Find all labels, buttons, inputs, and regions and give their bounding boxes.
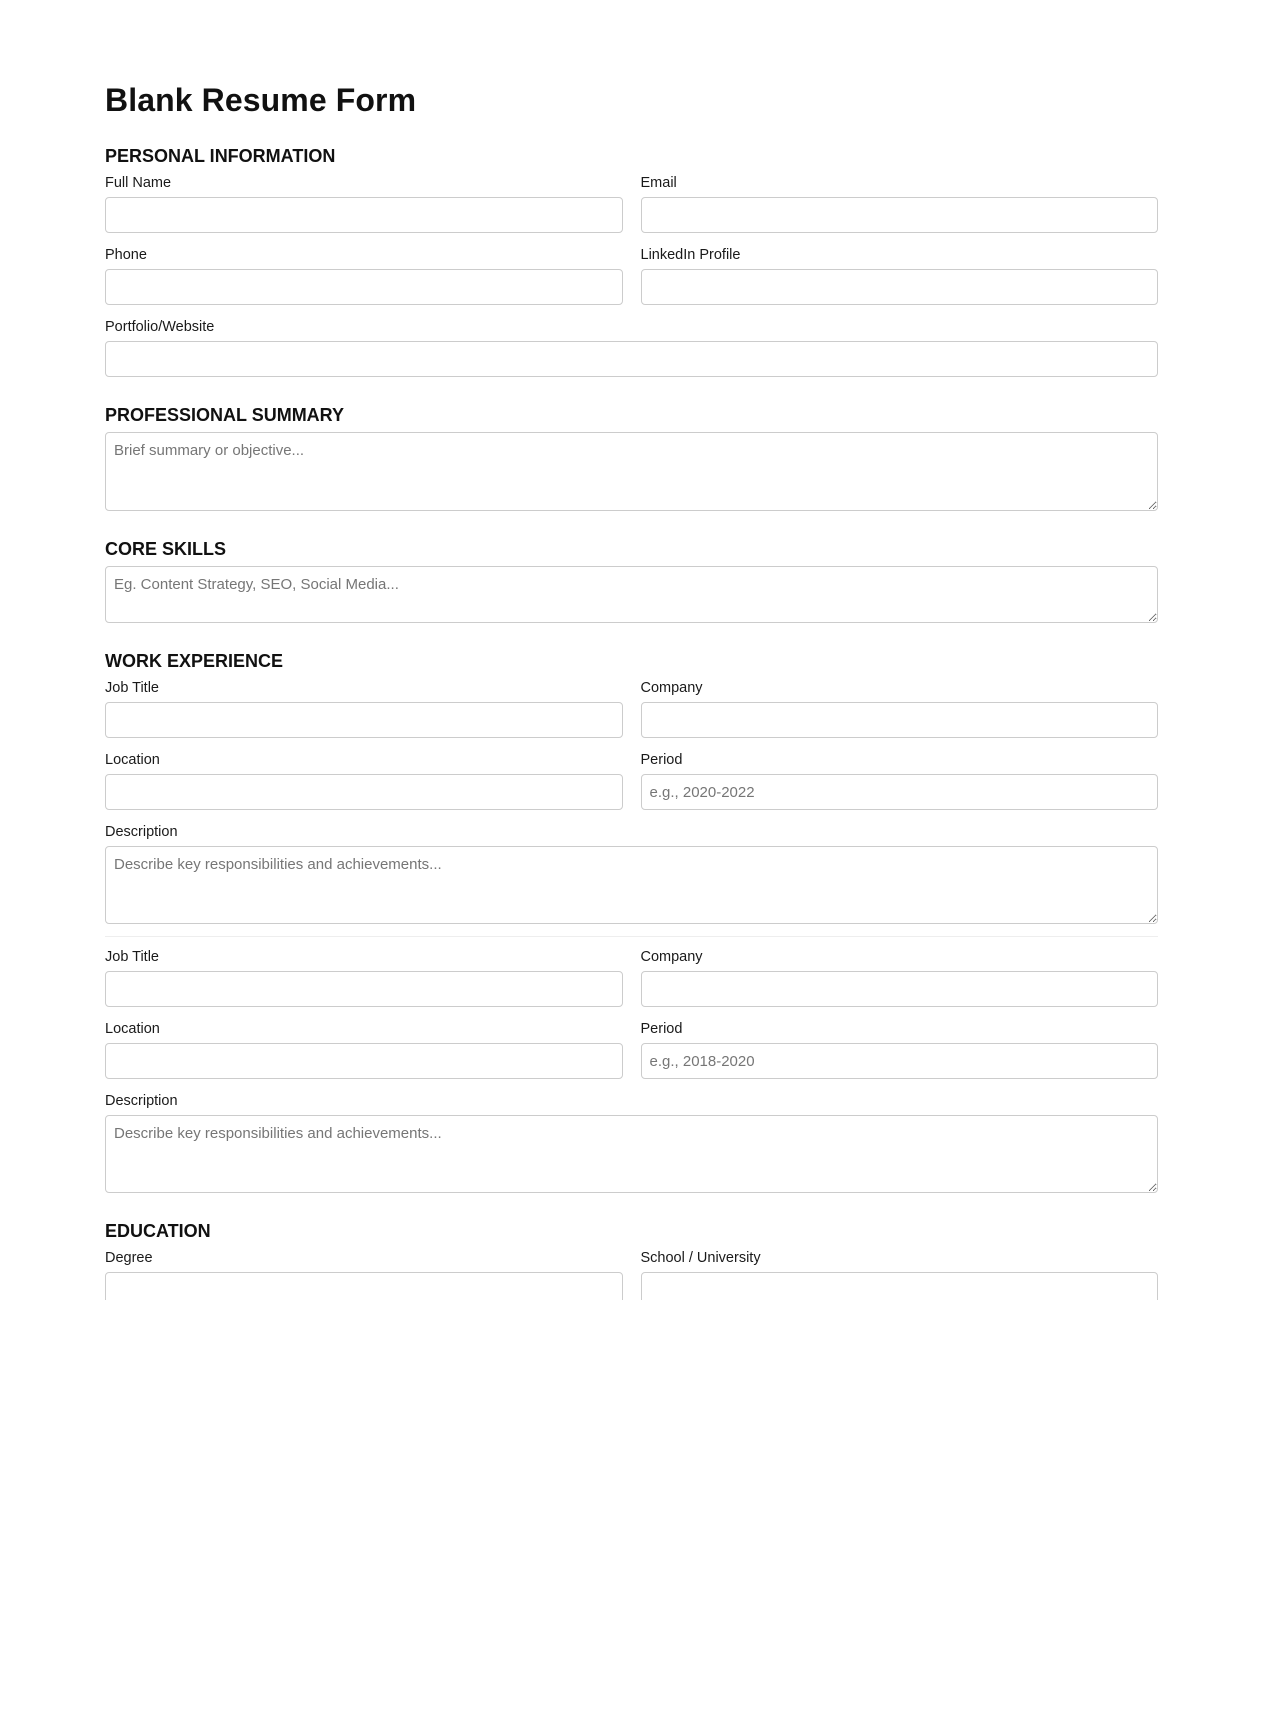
email-input[interactable] bbox=[641, 197, 1159, 233]
personal-row-3 bbox=[105, 317, 1158, 377]
job-title-label: Job Title bbox=[105, 680, 159, 696]
period-input[interactable] bbox=[641, 1043, 1159, 1079]
field-skills bbox=[105, 566, 1158, 623]
description-label: Description bbox=[105, 1093, 178, 1109]
company-label: Company bbox=[640, 680, 703, 696]
portfolio-input[interactable] bbox=[105, 341, 1158, 377]
full-name-input[interactable] bbox=[105, 197, 623, 233]
period-input[interactable] bbox=[641, 774, 1159, 810]
field-full-name bbox=[105, 173, 623, 233]
section-work-experience bbox=[105, 649, 1158, 1193]
field-period bbox=[641, 750, 1159, 810]
work-entry-2 bbox=[105, 936, 1158, 1193]
email-label: Email bbox=[640, 175, 677, 191]
period-label: Period bbox=[640, 752, 683, 768]
full-name-label: Full Name bbox=[105, 175, 172, 191]
work-entry-1-row-1 bbox=[105, 678, 1158, 750]
company-input[interactable] bbox=[641, 971, 1159, 1007]
field-company bbox=[641, 947, 1159, 1007]
section-personal-information bbox=[105, 144, 1158, 377]
work-entry-2-row-1 bbox=[105, 947, 1158, 1019]
portfolio-label: Portfolio/Website bbox=[105, 319, 215, 335]
page-title: Blank Resume Form bbox=[105, 82, 417, 118]
job-title-input[interactable] bbox=[105, 702, 623, 738]
field-job-title bbox=[105, 678, 623, 738]
degree-input[interactable] bbox=[105, 1272, 623, 1300]
location-input[interactable] bbox=[105, 774, 623, 810]
linkedin-label: LinkedIn Profile bbox=[640, 247, 741, 263]
resume-form bbox=[105, 80, 1158, 1300]
period-label: Period bbox=[640, 1021, 683, 1037]
field-location bbox=[105, 1019, 623, 1079]
description-textarea[interactable] bbox=[105, 1115, 1158, 1193]
section-heading-personal-information: PERSONAL INFORMATION bbox=[105, 146, 336, 166]
phone-input[interactable] bbox=[105, 269, 623, 305]
field-job-title bbox=[105, 947, 623, 1007]
work-entry-1-row-2 bbox=[105, 750, 1158, 822]
location-input[interactable] bbox=[105, 1043, 623, 1079]
field-email bbox=[641, 173, 1159, 233]
field-period bbox=[641, 1019, 1159, 1079]
field-description bbox=[105, 822, 1158, 924]
skills-textarea[interactable] bbox=[105, 566, 1158, 623]
field-description bbox=[105, 1091, 1158, 1193]
description-label: Description bbox=[105, 824, 178, 840]
section-heading-core-skills: CORE SKILLS bbox=[105, 539, 227, 559]
section-heading-professional-summary: PROFESSIONAL SUMMARY bbox=[105, 405, 345, 425]
field-summary bbox=[105, 432, 1158, 511]
section-heading-work-experience: WORK EXPERIENCE bbox=[105, 651, 284, 671]
field-location bbox=[105, 750, 623, 810]
field-company bbox=[641, 678, 1159, 738]
section-heading-education: EDUCATION bbox=[105, 1221, 211, 1241]
work-entry-1 bbox=[105, 678, 1158, 924]
school-label: School / University bbox=[640, 1250, 761, 1266]
field-school bbox=[641, 1248, 1159, 1300]
education-row-1 bbox=[105, 1248, 1158, 1300]
field-phone bbox=[105, 245, 623, 305]
section-professional-summary bbox=[105, 403, 1158, 511]
section-core-skills bbox=[105, 537, 1158, 623]
company-input[interactable] bbox=[641, 702, 1159, 738]
job-title-label: Job Title bbox=[105, 949, 159, 965]
field-linkedin bbox=[641, 245, 1159, 305]
degree-label: Degree bbox=[105, 1250, 153, 1266]
personal-row-1 bbox=[105, 173, 1158, 245]
phone-label: Phone bbox=[105, 247, 147, 263]
linkedin-input[interactable] bbox=[641, 269, 1159, 305]
school-input[interactable] bbox=[641, 1272, 1159, 1300]
location-label: Location bbox=[105, 752, 160, 768]
summary-textarea[interactable] bbox=[105, 432, 1158, 511]
section-education bbox=[105, 1219, 1158, 1300]
description-textarea[interactable] bbox=[105, 846, 1158, 924]
work-entry-2-row-2 bbox=[105, 1019, 1158, 1091]
field-portfolio bbox=[105, 317, 1158, 377]
company-label: Company bbox=[640, 949, 703, 965]
field-degree bbox=[105, 1248, 623, 1300]
personal-row-2 bbox=[105, 245, 1158, 317]
location-label: Location bbox=[105, 1021, 160, 1037]
job-title-input[interactable] bbox=[105, 971, 623, 1007]
